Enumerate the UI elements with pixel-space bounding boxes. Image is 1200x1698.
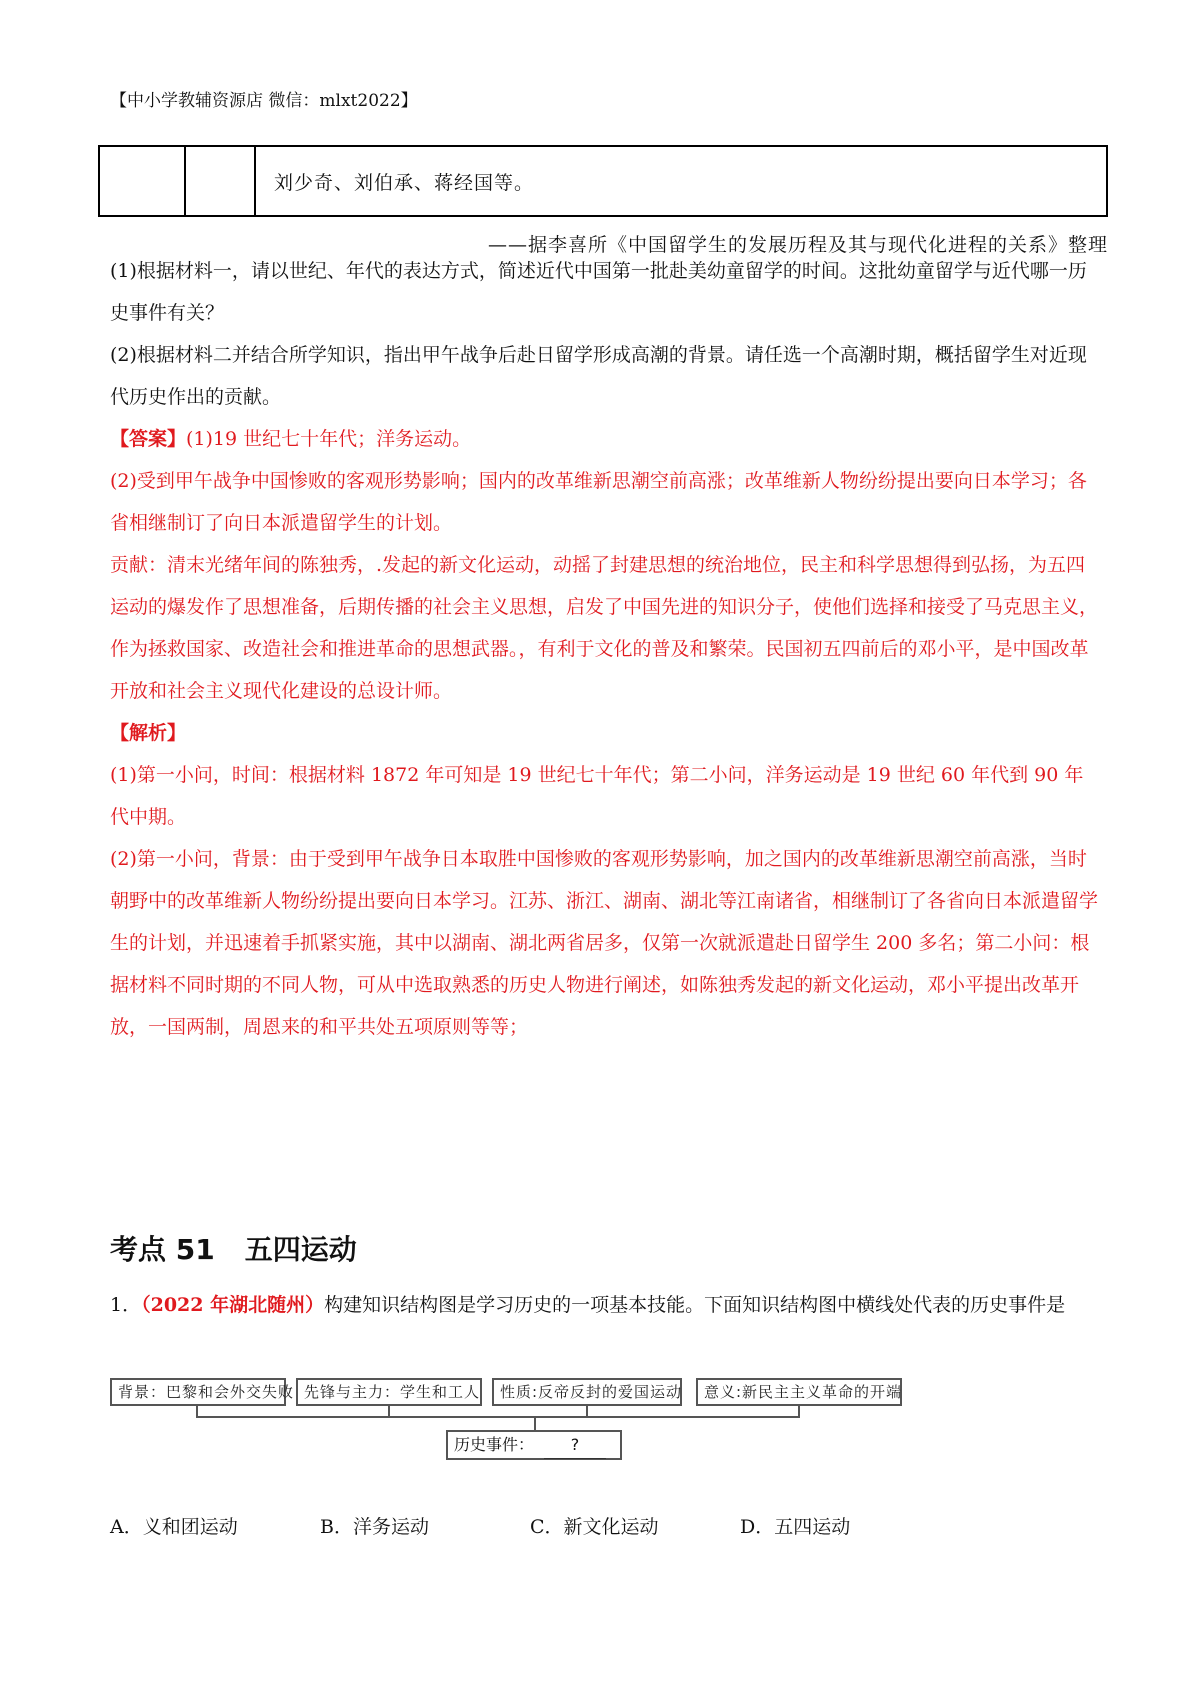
option-c[interactable]: C．新文化运动 [530,1516,659,1538]
knowledge-diagram [110,1378,976,1462]
diagram-blank: ? [544,1432,606,1459]
analysis-line-2: (2)第一小问，背景：由于受到甲午战争日本取胜中国惨败的客观形势影响，加之国内的改革维新思潮空前高涨，当时朝野中的改革维新人物纷纷提出要向日本学习。江苏、浙江、湖南、湖北等江南诸省，相继制订了各省向日本派遣留学生的计划，并迅速着手抓紧实施，其中以湖南、湖北两省居多，仅第一次就派遣赴日留学生 200 多名；第二小问：根据材料不同时期的不同人物，可从中选取熟悉的历史人物进行阐述，如陈独秀发起的新文化运动，邓小平提出改革开放，一国两制，周恩来的和平共处五项原则等等； [110,848,1099,1038]
answer-line-1 [110,418,1102,460]
answer-text-1: (1)19 世纪七十年代；洋务运动。 [186,428,472,450]
option-d[interactable]: D．五四运动 [740,1516,851,1538]
question-1-stem [110,1284,1102,1326]
question-1: (1)根据材料一，请以世纪、年代的表达方式，简述近代中国第一批赴美幼童留学的时间。这批幼童留学与近代哪一历史事件有关？ [110,260,1087,324]
table-cell-empty-1 [99,146,185,216]
material-table [98,145,1108,217]
source-citation: ——据李喜所《中国留学生的发展历程及其与现代化进程的关系》整理 [487,234,1108,256]
answer-label: 【答案】 [110,428,187,450]
diagram-center-label: 历史事件： [454,1435,535,1454]
diagram-box-vanguard: 先锋与主力：学生和工人 [296,1378,482,1406]
question-2: (2)根据材料二并结合所学知识，指出甲午战争后赴日留学形成高潮的背景。请任选一个高潮时期，概括留学生对近现代历史作出的贡献。 [110,344,1087,408]
diagram-connector [534,1416,536,1430]
diagram-box-background: 背景：巴黎和会外交失败 [110,1378,286,1406]
table-row [99,146,1107,216]
diagram-box-significance: 意义:新民主主义革命的开端 [696,1378,902,1406]
answer-line-2: (2)受到甲午战争中国惨败的客观形势影响；国内的改革维新思潮空前高涨；改革维新人物纷纷提出要向日本学习；各省相继制订了向日本派遣留学生的计划。 [110,470,1087,534]
table-cell-text: 刘少奇、刘伯承、蒋经国等。 [255,146,1107,216]
option-b[interactable]: B．洋务运动 [320,1516,429,1538]
diagram-box-nature: 性质:反帝反封的爱国运动 [492,1378,682,1406]
header-note: 【中小学教辅资源店 微信：mlxt2022】 [110,91,418,111]
question-source-tag: （2022 年湖北随州） [141,1294,325,1316]
section-number: 考点 51 [110,1233,215,1266]
analysis-label: 【解析】 [110,722,187,744]
option-a[interactable]: A．义和团运动 [110,1516,238,1538]
question-number: 1． [110,1294,142,1316]
question-text: 构建知识结构图是学习历史的一项基本技能。下面知识结构图中横线处代表的历史事件是 [324,1294,1066,1316]
section-title [110,1228,387,1268]
section-name: 五四运动 [244,1233,357,1266]
answer-options [110,1512,1102,1539]
analysis-line-1: (1)第一小问，时间：根据材料 1872 年可知是 19 世纪七十年代；第二小问，洋务运动是 19 世纪 60 年代到 90 年代中期。 [110,764,1084,828]
diagram-horizontal-line [196,1416,800,1418]
answer-contribution: 贡献：清末光绪年间的陈独秀，.发起的新文化运动，动摇了封建思想的统治地位，民主和科学思想得到弘扬，为五四运动的爆发作了思想准备，后期传播的社会主义思想，启发了中国先进的知识分子，使他们选择和接受了马克思主义，作为拯救国家、改造社会和推进革命的思想武器。，有利于文化的普及和繁荣。民国初五四前后的邓小平，是中国改革开放和社会主义现代化建设的总设计师。 [110,554,1099,702]
diagram-center-box [446,1430,622,1460]
table-cell-empty-2 [185,146,255,216]
